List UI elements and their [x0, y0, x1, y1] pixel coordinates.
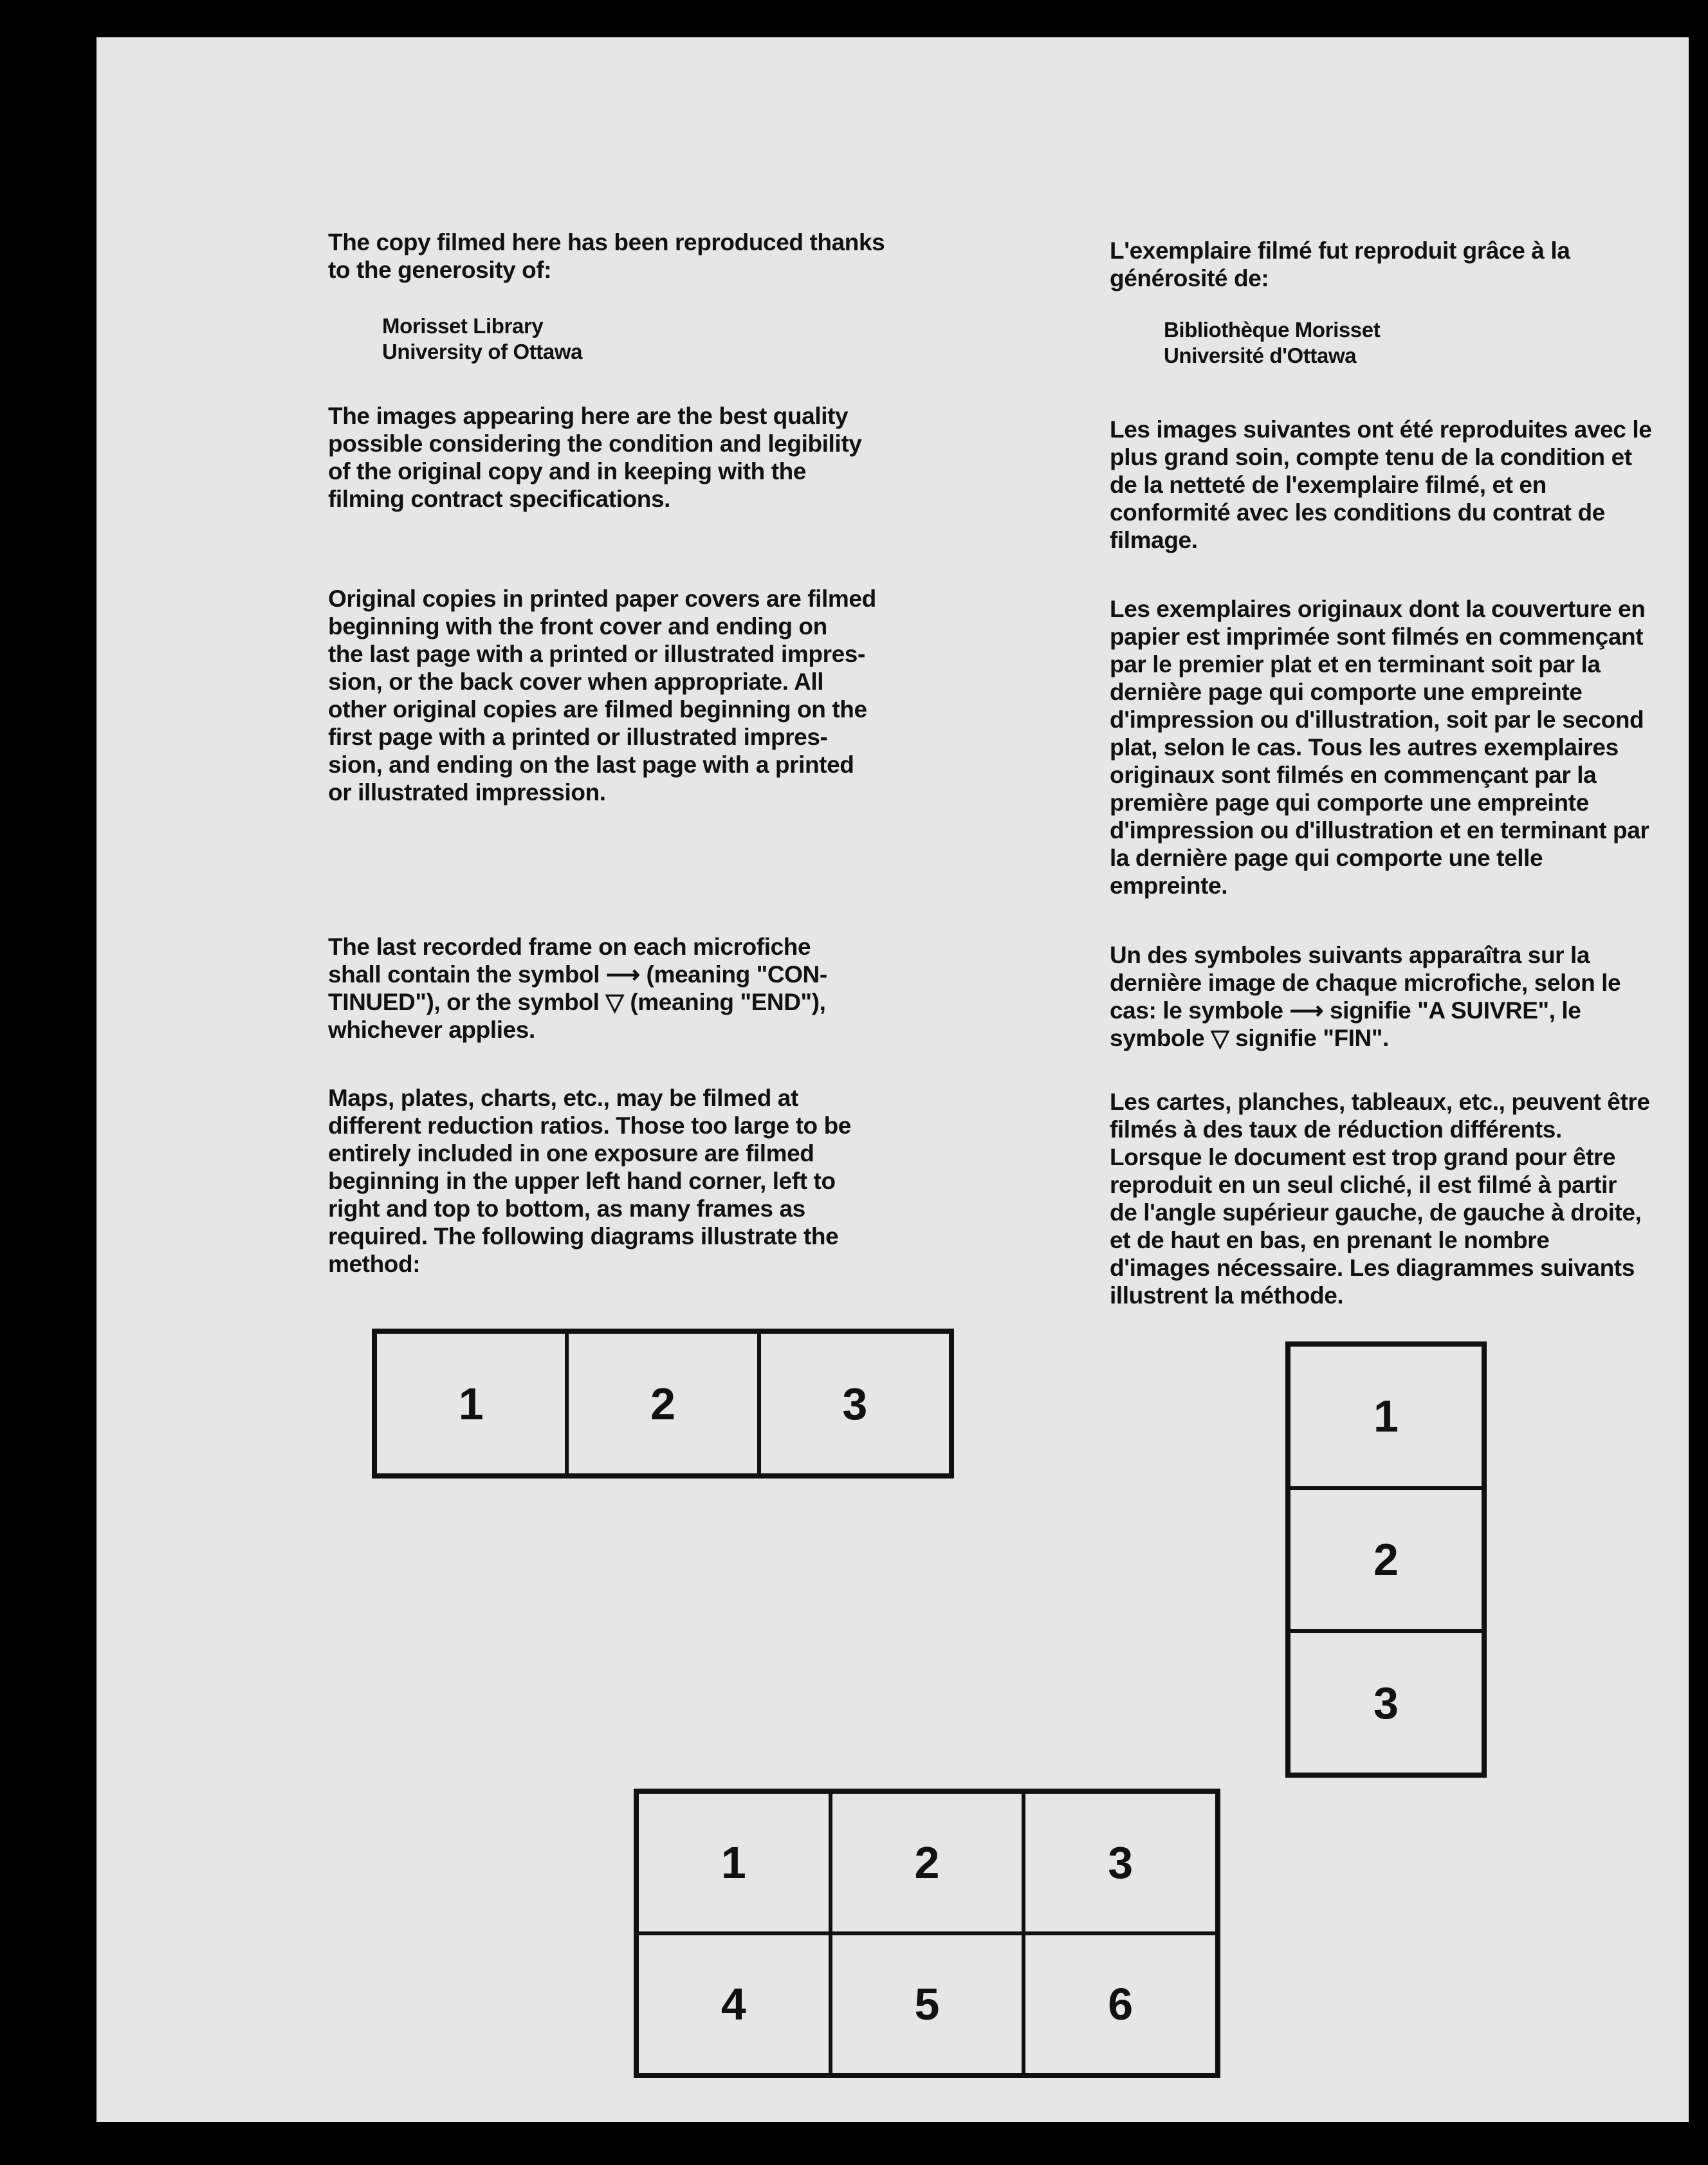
english-library-name: Morisset Library University of Ottawa — [382, 314, 583, 364]
english-filming-order: Original copies in printed paper covers are filmed beginning with the front cover and ending on the last page with a printed or illustrated impres- sion, or the back cover when appropriate. All other original copies are filmed beginning on the first page with a printed or illustrated impres- sion, and ending on the last page with a printed or illustrated impression. — [328, 585, 876, 806]
english-quality-note: The images appearing here are the best quality possible considering the condition and legibility of the original copy and in keeping with the filming contract specifications. — [328, 403, 862, 512]
french-library-name: Bibliothèque Morisset Université d'Ottawa — [1164, 318, 1381, 367]
french-maps-note: Les cartes, planches, tableaux, etc., peuvent être filmés à des taux de réduction différents. Lorsque le document est trop grand pour être reproduit en un seul cliché, il est filmé à partir de l'angle supérieur gauche, de gauche à droite, et de haut en bas, en prenant le nombre d'images nécessaire. Les diagrammes suivants illustrent la méthode. — [1110, 1089, 1650, 1309]
frame-cell: 6 — [1024, 1933, 1217, 2075]
french-acknowledgement: L'exemplaire filmé fut reproduit grâce à la générosité de: — [1110, 237, 1570, 291]
french-filming-order: Les exemplaires originaux dont la couverture en papier est imprimée sont filmés en commençant par le premier plat et en terminant soit par la dernière page qui comporte une empreinte d'impression ou d'illustration, soit par le second plat, selon le cas. Tous les autres exemplaires originaux sont filmés en commençant par la première page qui comporte une empreinte d'impression ou d'illustration et en terminant par la dernière page qui comporte une telle empreinte. — [1110, 596, 1649, 899]
frame-cell: 3 — [1024, 1792, 1217, 1933]
french-quality-note: Les images suivantes ont été reproduites avec le plus grand soin, compte tenu de la condition et de la netteté de l'exemplaire filmé, et en conformité avec les conditions du contrat de filmage. — [1110, 416, 1652, 553]
frame-cell: 2 — [831, 1792, 1024, 1933]
english-maps-note: Maps, plates, charts, etc., may be filmed at different reduction ratios. Those too large to be entirely included in one exposure are filmed beginning in the upper left hand corner, left to right and top to bottom, as many frames as required. The following diagrams illustrate the method: — [328, 1085, 851, 1277]
frame-cell: 3 — [759, 1332, 951, 1475]
frame-cell: 2 — [1289, 1488, 1483, 1632]
diagram-vertical-frames — [1285, 1341, 1487, 1778]
frame-cell: 1 — [375, 1332, 567, 1475]
frame-cell: 4 — [637, 1933, 831, 2075]
french-symbol-note: Un des symboles suivants apparaîtra sur la dernière image de chaque microfiche, selon le cas: le symbole ⟶ signifie "A SUIVRE", le symbole ▽ signifie "FIN". — [1110, 942, 1621, 1051]
frame-cell: 5 — [831, 1933, 1024, 2075]
frame-cell: 3 — [1289, 1631, 1483, 1774]
english-symbol-note: The last recorded frame on each microfiche shall contain the symbol ⟶ (meaning "CON- TINUED"), or the symbol ▽ (meaning "END"), whichever applies. — [328, 934, 827, 1043]
frame-cell: 1 — [1289, 1345, 1483, 1488]
frame-cell: 2 — [567, 1332, 758, 1475]
english-acknowledgement: The copy filmed here has been reproduced thanks to the generosity of: — [328, 229, 885, 283]
frame-cell: 1 — [637, 1792, 831, 1933]
diagram-horizontal-frames — [372, 1329, 954, 1479]
diagram-grid-frames — [634, 1789, 1220, 2078]
